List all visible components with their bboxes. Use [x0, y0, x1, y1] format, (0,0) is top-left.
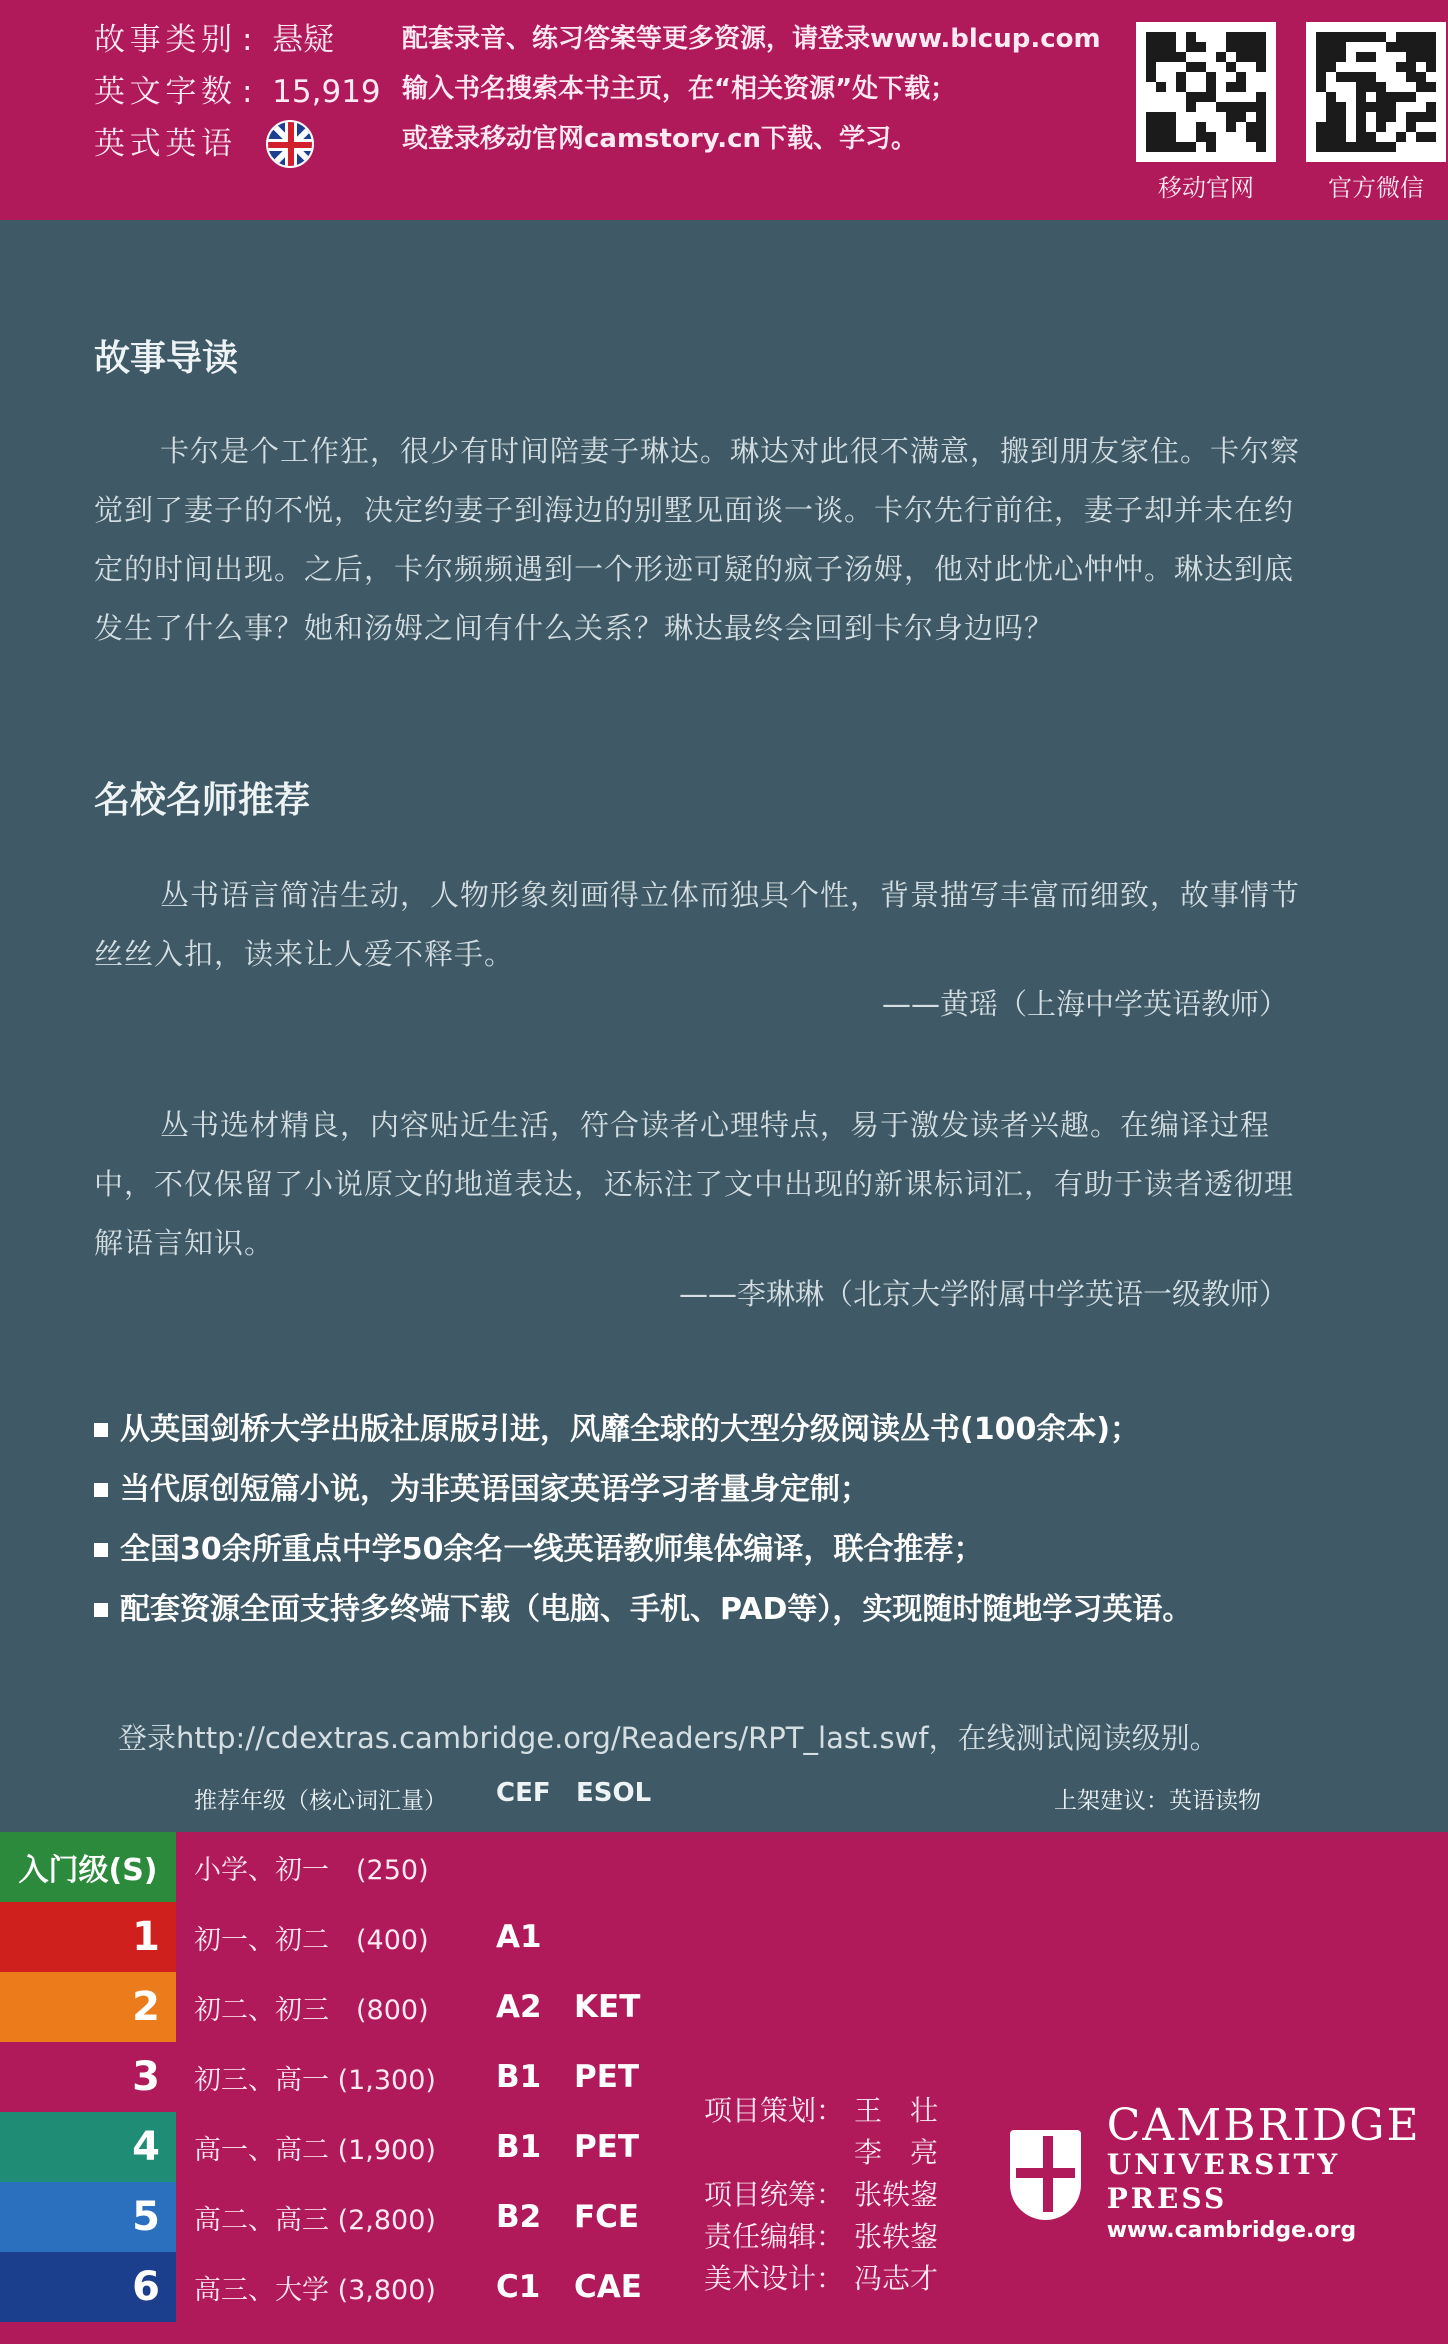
credit-role: 美术设计：	[704, 2262, 845, 2295]
esol-header: ESOL	[576, 1778, 652, 1808]
level-grade: 高二、高三 (2,800)	[194, 2204, 436, 2236]
meta-label: 英文字数	[94, 74, 232, 110]
level-esol: KET	[574, 1989, 641, 2025]
level-grade: 高三、大学 (3,800)	[194, 2274, 436, 2306]
feature-item: 当代原创短篇小说，为非英语国家英语学习者量身定制；	[94, 1460, 1192, 1520]
level-grade: 初三、高一 (1,300)	[194, 2064, 436, 2096]
level-cef: B1	[496, 2059, 542, 2095]
publisher-subname: UNIVERSITY PRESS	[1106, 2148, 1341, 2215]
recommend-quote-1: 丛书语言简洁生动，人物形象刻画得立体而独具个性，背景描写丰富而细致，故事情节丝丝入扣，读来让人爱不释手。	[94, 878, 1301, 971]
resource-info	[402, 14, 1101, 164]
cambridge-shield-icon	[1010, 2130, 1081, 2220]
level-cef: B1	[496, 2129, 542, 2165]
level-row	[0, 2112, 700, 2182]
meta-word-count	[94, 66, 381, 118]
credit-row	[704, 2132, 938, 2174]
book-meta	[94, 14, 381, 170]
feature-item: 全国30余所重点中学50余名一线英语教师集体编译，联合推荐；	[94, 1520, 1192, 1580]
meta-sep: :	[242, 74, 253, 110]
meta-value: 悬疑	[272, 22, 335, 58]
level-badge: 5	[0, 2182, 176, 2252]
credit-name: 张轶鋆	[854, 2220, 939, 2253]
qr-code-icon[interactable]	[1136, 22, 1276, 162]
meta-category	[94, 14, 381, 66]
meta-value: 15,919	[272, 74, 381, 110]
meta-label: 故事类别	[94, 22, 232, 58]
content-panel	[0, 220, 1448, 1832]
level-row	[0, 1972, 700, 2042]
credit-role: 项目统筹：	[704, 2178, 845, 2211]
feature-list	[94, 1400, 1192, 1640]
credit-name: 王 壮	[854, 2094, 939, 2127]
publisher-name: CAMBRIDGE	[1106, 2100, 1421, 2151]
online-test-link[interactable]: 登录http://cdextras.cambridge.org/Readers/RPT_last.swf，在线测试阅读级别。	[118, 1721, 1219, 1755]
level-grade: 高一、高二 (1,900)	[194, 2134, 436, 2166]
recommend-title: 名校名师推荐	[94, 779, 311, 821]
qr-caption: 官方微信	[1328, 174, 1424, 202]
credit-row	[704, 2174, 938, 2216]
publisher-text	[1106, 2100, 1448, 2246]
level-cef: A1	[496, 1919, 542, 1955]
publisher-logo	[1010, 2100, 1448, 2246]
credit-row	[704, 2216, 938, 2258]
qr-code-icon[interactable]	[1306, 22, 1446, 162]
level-badge: 1	[0, 1902, 176, 1972]
meta-english-variant	[94, 118, 381, 170]
level-esol: FCE	[574, 2199, 640, 2235]
level-esol: PET	[574, 2059, 640, 2095]
level-cef: B2	[496, 2199, 542, 2235]
level-badge: 3	[0, 2042, 176, 2112]
resource-line: 配套录音、练习答案等更多资源，请登录www.blcup.com	[402, 24, 1101, 54]
level-row	[0, 2182, 700, 2252]
level-esol: PET	[574, 2129, 640, 2165]
intro-text: 卡尔是个工作狂，很少有时间陪妻子琳达。琳达对此很不满意，搬到朋友家住。卡尔察觉到了妻子的不悦，决定约妻子到海边的别墅见面谈一谈。卡尔先行前往，妻子却并未在约定的时间出现。之后，卡尔频频遇到一个形迹可疑的疯子汤姆，他对此忧心忡忡。琳达到底发生了什么事？她和汤姆之间有什么关系？琳达最终会回到卡尔身边吗？	[94, 434, 1301, 645]
bottom-band	[0, 1832, 1448, 2344]
level-badge: 6	[0, 2252, 176, 2322]
credit-role: 项目策划：	[704, 2094, 845, 2127]
credit-role: 责任编辑：	[704, 2220, 845, 2253]
intro-title: 故事导读	[94, 337, 239, 379]
shelf-suggestion: 上架建议：英语读物	[1054, 1788, 1261, 1814]
meta-label: 英式英语	[94, 126, 232, 162]
credit-name: 李 亮	[854, 2136, 939, 2169]
credit-row	[704, 2258, 938, 2300]
qr-mobile[interactable]	[1136, 22, 1276, 203]
resource-line: 或登录移动官网camstory.cn下载、学习。	[402, 124, 917, 154]
feature-item: 从英国剑桥大学出版社原版引进，风靡全球的大型分级阅读丛书(100余本)；	[94, 1400, 1192, 1460]
meta-sep: :	[242, 22, 253, 58]
level-row	[0, 1902, 700, 1972]
qr-caption: 移动官网	[1158, 174, 1254, 202]
top-band	[0, 0, 1448, 220]
level-grade: 初二、初三 (800)	[194, 1994, 429, 2026]
level-badge: 2	[0, 1972, 176, 2042]
qr-wechat[interactable]	[1306, 22, 1446, 203]
publisher-url[interactable]: www.cambridge.org	[1106, 2218, 1357, 2243]
level-row	[0, 2042, 700, 2112]
credit-row	[704, 2090, 938, 2132]
grade-header: 推荐年级（核心词汇量）	[194, 1788, 447, 1814]
uk-flag-icon	[266, 120, 314, 168]
recommend-signature-2: ——李琳琳（北京大学附属中学英语一级教师）	[678, 1277, 1288, 1311]
level-cef: A2	[496, 1989, 542, 2025]
level-esol: CAE	[574, 2269, 642, 2305]
level-grade: 小学、初一 (250)	[194, 1854, 429, 1886]
credit-name: 张轶鋆	[854, 2178, 939, 2211]
level-grade: 初一、初二 (400)	[194, 1924, 429, 1956]
level-row	[0, 1832, 700, 1902]
cef-header: CEF	[496, 1778, 551, 1808]
recommend-signature-1: ——黄瑶（上海中学英语教师）	[881, 987, 1288, 1021]
level-row	[0, 2252, 700, 2322]
credits	[704, 2090, 938, 2300]
level-badge: 入门级(S)	[0, 1832, 176, 1902]
level-cef: C1	[496, 2269, 541, 2305]
level-badge: 4	[0, 2112, 176, 2182]
recommend-quote-2: 丛书选材精良，内容贴近生活，符合读者心理特点，易于激发读者兴趣。在编译过程中，不仅保留了小说原文的地道表达，还标注了文中出现的新课标词汇，有助于读者透彻理解语言知识。	[94, 1108, 1295, 1260]
credit-role	[704, 2132, 854, 2174]
credit-name: 冯志才	[854, 2262, 939, 2295]
resource-line: 输入书名搜索本书主页，在“相关资源”处下载；	[402, 74, 957, 104]
feature-item: 配套资源全面支持多终端下载（电脑、手机、PAD等），实现随时随地学习英语。	[94, 1580, 1192, 1640]
